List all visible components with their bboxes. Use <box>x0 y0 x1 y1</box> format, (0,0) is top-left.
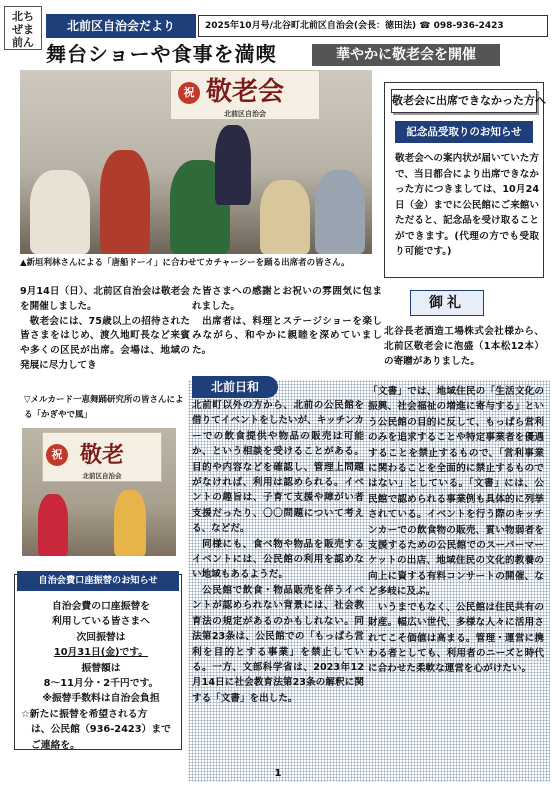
fee-line: ※振替手数料は自治会負担 <box>42 693 160 705</box>
notice-box <box>384 82 544 278</box>
main-subheadline: 華やかに敬老会を開催 <box>312 44 500 66</box>
main-headline: 舞台ショーや食事を満喫 <box>46 42 277 66</box>
newsletter-logo: 北ち ぜま 前ん <box>4 6 42 50</box>
banner-text: 敬老会 <box>205 77 284 107</box>
column-text-right: 「文書」では、地域住民の「生活文化の振興、社会福祉の増進に寄与する」という公民館の目的に反して、もっぱら営利のみを追求することや特定事業者を優遇することを禁止するもので、「営利事業に関わることを全面的に禁止するものではない」としている。「文書」には、公民館で認められる事業例も具体的に列挙されている。イベントを行う際のキッチンカーでの飲食物の販売、質い物弱者を支援するための公民館でのスーパーマーケットの出店、地域住民の文化的教養の向上に資する有料コンサートの開催、など多岐に及ぶ。 いうまでもなく、公民館は住民共有の財産。幅広い世代、多様な人々に活用されてこそ価値は高まる。管理・運営に携わる者としても、利用者のニーズと時代に合わせた柔軟な運営を心がけたい。 <box>368 386 544 675</box>
thanks-heading: 御礼 <box>410 290 484 316</box>
banner-sub: 北前区自治会 <box>224 109 266 118</box>
event-photo-dance <box>22 428 176 556</box>
iwai-mark-2: 祝 <box>46 444 68 466</box>
event-photo-main <box>20 70 372 254</box>
notice-title: 敬老会に出席できなかった方へ <box>391 89 537 113</box>
column-text-left: 北前町以外の方から、北前の公民館を借りてイベントをしたいが、キッチンカーでの飲食提供や物品の販売は可能か、という相談を受けることがある。目的や内容などを確認し、管理上問題がなければ、利用は認められる。イベントの趣旨は、子育て支援や障がい者支援だったり、〇〇問題について考える、などだ。 同様にも、食べ物や物品を販売するイベントには、公民館の利用を認めない地域もあるようだ。 公民館で飲食・物品販売を伴うイベントが認められない背景には、社会教育法の規定があるのかもしれない。同法第23条は、公民館での「もっぱら営利を目的とする事業」を禁止している。一方、文部科学省は、2023年12月14日に社会教育法第23条の解釈に関する「文書」を出した。 <box>192 400 365 704</box>
fee-line: は、公民館（936-2423）まで ご連絡を。 <box>31 724 171 751</box>
column-section-title: 北前日和 <box>192 376 278 398</box>
fee-line: 次回振替は <box>76 631 126 643</box>
banner2-sub: 北前区自治会 <box>82 472 122 480</box>
notice-subtitle: 記念品受取りのお知らせ <box>395 121 533 143</box>
fee-amount: 8～11月分・2千円です。 <box>43 678 159 690</box>
article-text-col2: た皆さまへの感謝とお祝いの雰囲気に包まれました。 出席者は、料理とステージショーを楽しみながら、和やかに親睦を深めていました。 <box>192 286 382 357</box>
page-number: 1 <box>274 768 282 779</box>
photo-caption-main: ▲新垣利林さんによる「唐船ドーイ」に合わせてカチャーシーを踊る出席者の皆さん。 <box>20 258 350 268</box>
thanks-body: 北谷長老酒造工場株式会社様から、北前区敬老会に泡盛（1本松12本）の寄贈がありました。 <box>384 326 544 367</box>
fee-line: 自治会費の口座振替を <box>52 601 150 612</box>
iwai-mark: 祝 <box>178 82 200 104</box>
fee-line: ☆新たに振替を希望される方 <box>21 708 148 720</box>
fee-line: 利用している皆さまへ <box>52 616 150 628</box>
photo-caption-dance: ▽メルカード一恵舞踊研究所の皆さんによる「かぎやで風」 <box>24 395 184 420</box>
fee-notice-body <box>21 599 181 753</box>
newsletter-title: 北前区自治会だより <box>46 14 196 38</box>
fee-date: 10月31日(金)です。 <box>53 647 149 659</box>
issue-info: 2025年10月号/北谷町北前区自治会(会長：徳田法) ☎ 098-936-2423 <box>198 15 548 37</box>
fee-notice-box <box>14 574 182 750</box>
banner2-text: 敬老 <box>79 442 124 468</box>
fee-notice-title: 自治会費口座振替のお知らせ <box>17 571 179 591</box>
notice-body: 敬老会への案内状が届いていた方で、当日都合により出席できなかった方につきましては、10月24日（金）までに公民館にご来館いただると、記念品を受け取ることができます。(代理の方でも受取り可能です。) <box>395 153 539 257</box>
article-text-col1: 9月14日（日）、北前区自治会は敬老会を開催しました。 敬老会には、75歳以上の招待された皆さまをはじめ、渡久地町長など来賓や多くの区民が出席。会場は、地域の発展に尽力してき <box>20 286 190 371</box>
fee-line: 振替額は <box>81 662 121 674</box>
